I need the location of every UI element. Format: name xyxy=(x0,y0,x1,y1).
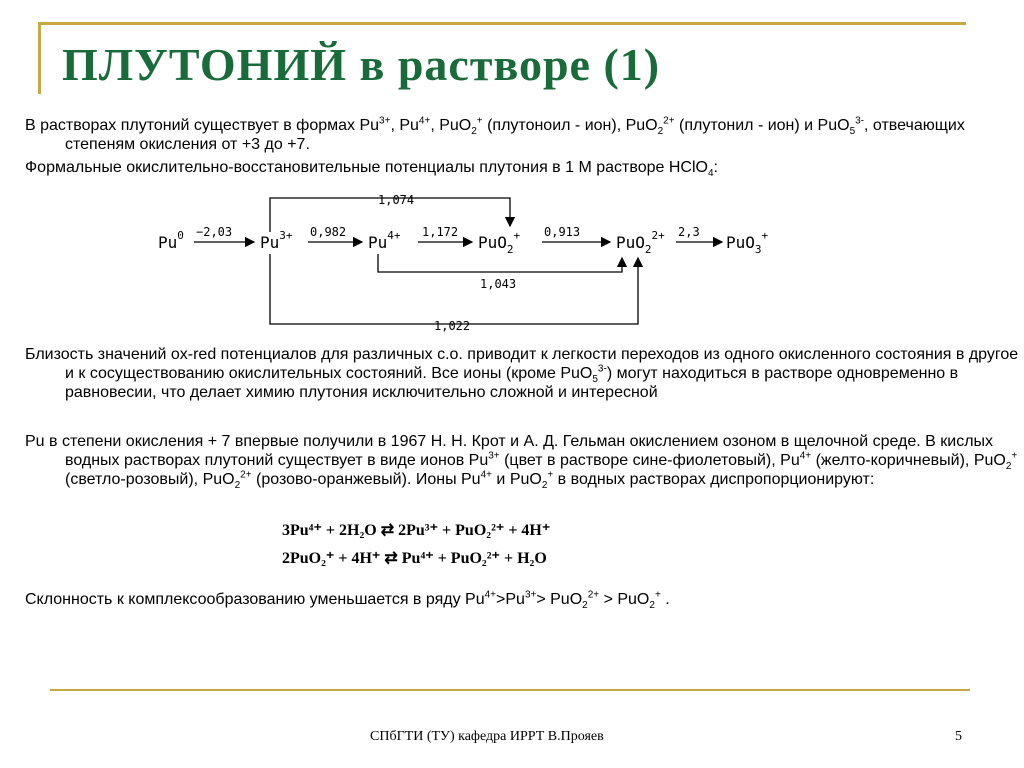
slide-title: ПЛУТОНИЙ в растворе (1) xyxy=(62,39,661,90)
species-pu4: $Pu^{4+}$ xyxy=(368,229,401,252)
potential-label: 1,172 xyxy=(422,225,459,239)
page-number: 5 xyxy=(955,729,962,744)
species-puo3-plus: PuO$_3$+ xyxy=(726,229,769,256)
species-puo2-2plus: PuO$_2^{2+}$ xyxy=(616,229,665,256)
paragraph-forms: В растворах плутоний существует в формах $Pu^{3+}$, $Pu^{4+}$, PuO$_2$+ (плутоноил - ион), PuO$_2^{2+}$ (плутонил - ион) и PuO$_5^{3-}$, отвечающих степеням окисления от +3 до +7. xyxy=(25,115,965,153)
footer-org: СПбГТИ (ТУ) кафедра ИРРТ В.Прояев xyxy=(370,729,604,744)
paragraph-proximity: Близость значений ox-red потенциалов для различных с.о. приводит к легкости переходов из одного окисленного состояния в другое и к сосуществованию окислительных состояний. Все ионы (кроме PuO$_5^{3-}$) могут находиться в растворе одновременно в равновесии, что делает химию плутония исключительно сложной и интересной xyxy=(25,346,1019,401)
left-rule xyxy=(38,22,41,94)
paragraph-potentials: Формальные окислительно-восстановительные потенциалы плутония в 1 М растворе HClO$_4$: xyxy=(25,159,718,180)
arrow-mid xyxy=(378,254,622,272)
paragraph-oxidation-states: Pu в степени окисления + 7 впервые получили в 1967 Н. Н. Крот и А. Д. Гельман окислением озоном в щелочной среде. В кислых водных растворах плутоний существует в виде ионов $Pu^{3+}$ (цвет в растворе сине-фиолетовый), $Pu^{4+}$ (желто-коричневый), PuO$_2$+ (светло-розовый), PuO$_2^{2+}$ (розово-оранжевый). Ионы $Pu^{4+}$ и PuO$_2$+ в водных растворах диспропорционируют: xyxy=(25,433,1018,492)
bottom-rule xyxy=(50,689,970,691)
species-pu3: $Pu^{3+}$ xyxy=(260,229,293,252)
potential-label: 0,982 xyxy=(310,225,347,239)
potential-label-top: 1,074 xyxy=(378,193,415,207)
top-rule xyxy=(38,22,966,25)
equation-disproportionation-1: 3Pu⁴⁺ + 2H₂O ⇄ 2Pu³⁺ + PuO₂²⁺ + 4H⁺ xyxy=(282,522,551,539)
redox-potential-diagram xyxy=(150,184,790,334)
potential-label: −2,03 xyxy=(196,225,233,239)
potential-label-bottom: 1,022 xyxy=(434,319,471,333)
potential-label: 2,3 xyxy=(678,225,700,239)
potential-label-mid: 1,043 xyxy=(480,277,517,291)
species-puo2-plus: PuO$_2$+ xyxy=(478,229,521,256)
paragraph-complexation: Склонность к комплексообразованию уменьшается в ряду $Pu^{4+}>Pu^{3+}> PuO_2^{2+} > PuO_2^+$ . xyxy=(25,589,670,612)
equation-disproportionation-2: 2PuO₂⁺ + 4H⁺ ⇄ Pu⁴⁺ + PuO₂²⁺ + H₂O xyxy=(282,550,547,567)
species-pu0: Pu$^0$ xyxy=(158,229,184,252)
arrow-bottom xyxy=(270,254,638,324)
potential-label: 0,913 xyxy=(544,225,581,239)
